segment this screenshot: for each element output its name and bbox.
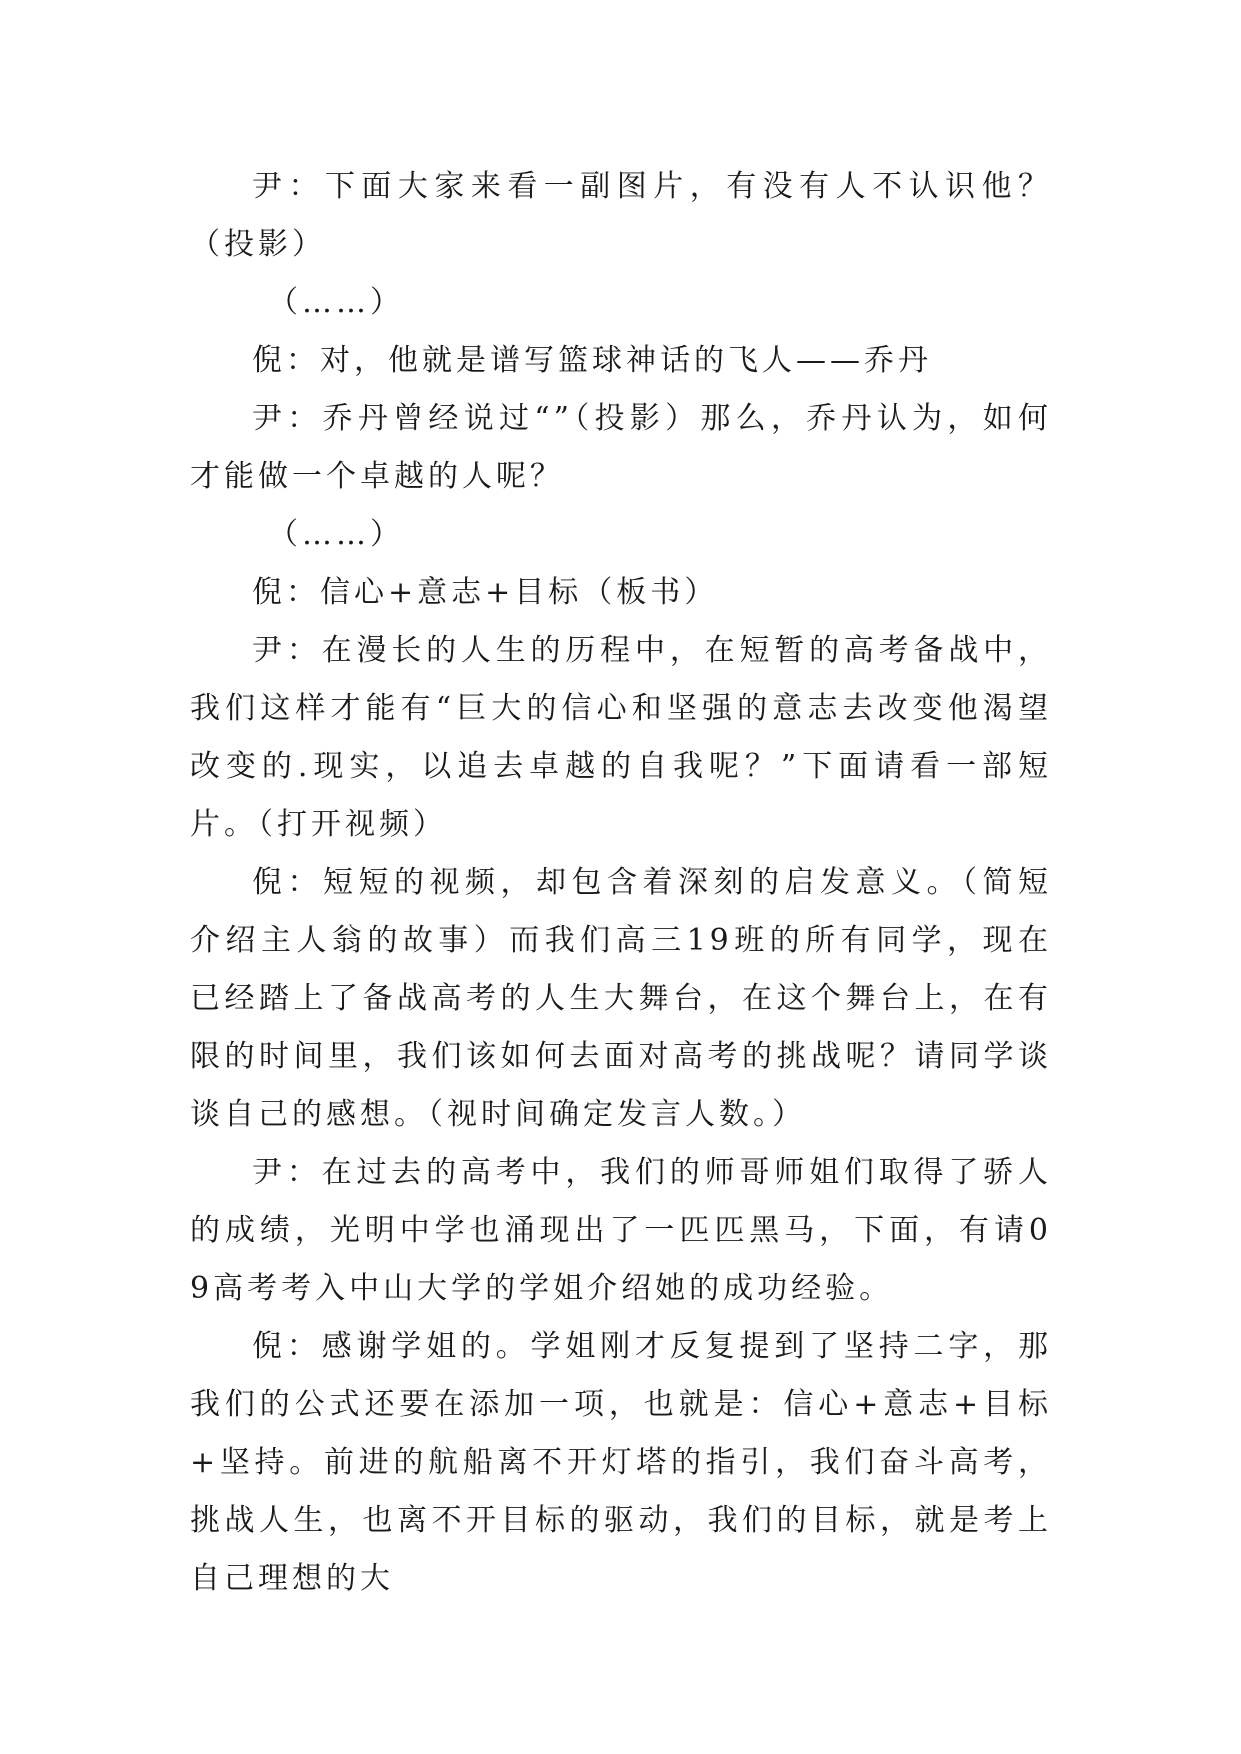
dialogue-paragraph: 尹：下面大家来看一副图片，有没有人不认识他？（投影）	[190, 169, 1052, 262]
dialogue-paragraph: 倪：信心+意志+目标（板书）	[252, 575, 719, 610]
ellipsis-paragraph: （……）	[268, 285, 404, 320]
ellipsis-paragraph: （……）	[268, 517, 404, 552]
dialogue-paragraph: 尹：乔丹曾经说过“”（投影）那么，乔丹认为，如何才能做一个卓越的人呢？	[190, 401, 1052, 494]
dialogue-paragraph: 尹：在过去的高考中，我们的师哥师姐们取得了骄人的成绩，光明中学也涌现出了一匹匹黑马，下面，有请09高考考入中山大学的学姐介绍她的成功经验。	[190, 1155, 1052, 1306]
dialogue-paragraph: 倪：对，他就是谱写篮球神话的飞人——乔丹	[252, 343, 932, 378]
dialogue-paragraph: 倪：短短的视频，却包含着深刻的启发意义。（简短介绍主人翁的故事）而我们高三19班的所有同学，现在已经踏上了备战高考的人生大舞台，在这个舞台上，在有限的时间里，我们该如何去面对高考的挑战呢？请同学谈谈自己的感想。（视时间确定发言人数。）	[190, 865, 1052, 1132]
document-body	[190, 158, 1052, 1608]
dialogue-paragraph: 倪：感谢学姐的。学姐刚才反复提到了坚持二字，那我们的公式还要在添加一项，也就是：信心+意志+目标+坚持。前进的航船离不开灯塔的指引，我们奋斗高考，挑战人生，也离不开目标的驱动，我们的目标，就是考上自己理想的大	[190, 1329, 1052, 1596]
dialogue-paragraph: 尹：在漫长的人生的历程中，在短暂的高考备战中，我们这样才能有“巨大的信心和坚强的意志去改变他渴望改变的.现实，以追去卓越的自我呢？”下面请看一部短片。（打开视频）	[190, 633, 1052, 842]
